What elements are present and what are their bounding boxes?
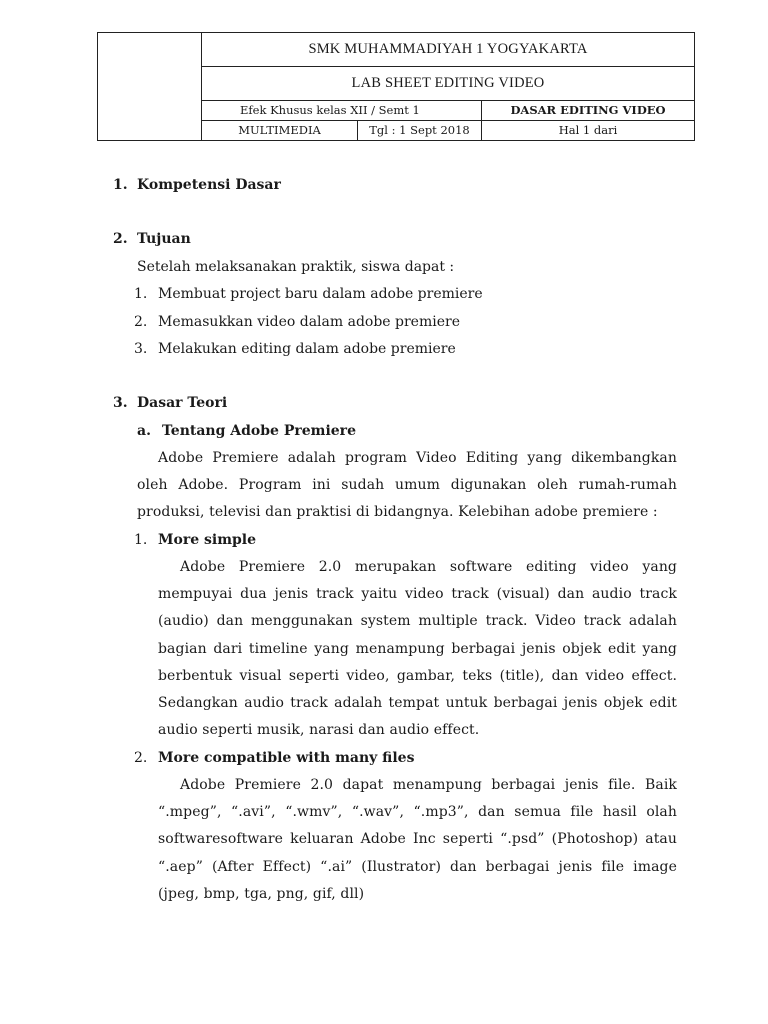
objective-number: 3. [134,341,148,357]
date-cell: Tgl : 1 Sept 2018 [358,121,482,141]
logo-cell [98,33,202,141]
point-2-body: Adobe Premiere 2.0 dapat menampung berbagai jenis file. Baik “.mpeg”, “.avi”, “.wmv”, “.wav”, “.mp3”, dan semua file hasil olah softwaresoftware keluaran Adobe Inc seperti “.psd” (Photoshop) atau “.aep” (After Effect) “.ai” (Ilustrator) dan berbagai jenis file image (jpeg, bmp, tga, png, gif, dll) [158,777,677,902]
point-2-number: 2. [134,750,148,766]
sheet-title: LAB SHEET EDITING VIDEO [202,67,695,101]
objective-number: 1. [134,286,148,302]
point-1-number: 1. [134,532,148,548]
intro-paragraph: Adobe Premiere adalah program Video Editing yang dikembangkan oleh Adobe. Program ini sudah umum digunakan oleh rumah-rumah produksi, televisi dan praktisi di bidangnya. Kelebihan adobe premiere : [137,450,677,521]
subject-cell: Efek Khusus kelas XII / Semt 1 [202,101,482,121]
page-cell: Hal 1 dari [482,121,695,141]
point-1-body: Adobe Premiere 2.0 merupakan software editing video yang mempuyai dua jenis track yaitu video track (visual) dan audio track (audio) dan menggunakan system multiple track. Video track adalah bagian dari timeline yang menampung berbagai jenis objek edit yang berbentuk visual seperti video, gambar, teks (title), dan video effect. Sedangkan audio track adalah tempat untuk berbagai jenis objek edit audio seperti musik, narasi dan audio effect. [158,559,677,739]
section-2-intro: Setelah melaksanakan praktik, siswa dapat : [137,259,455,275]
objective-text: Memasukkan video dalam adobe premiere [158,314,460,330]
school-name: SMK MUHAMMADIYAH 1 YOGYAKARTA [202,33,695,67]
subsection-a-title: Tentang Adobe Premiere [162,423,356,439]
objective-number: 2. [134,314,148,330]
section-3-title: Dasar Teori [137,395,228,411]
program-cell: MULTIMEDIA [202,121,358,141]
header-table [97,32,695,141]
subsection-a-letter: a. [137,423,151,439]
section-1-number: 1. [113,177,128,193]
objective-text: Melakukan editing dalam adobe premiere [158,341,456,357]
objective-text: Membuat project baru dalam adobe premiere [158,286,483,302]
section-2-title: Tujuan [137,231,191,247]
point-1-title: More simple [158,532,257,548]
section-1-title: Kompetensi Dasar [137,177,281,193]
point-2-title: More compatible with many files [158,750,415,766]
topic-cell: DASAR EDITING VIDEO [482,101,695,121]
section-3-number: 3. [113,395,128,411]
section-2-number: 2. [113,231,128,247]
